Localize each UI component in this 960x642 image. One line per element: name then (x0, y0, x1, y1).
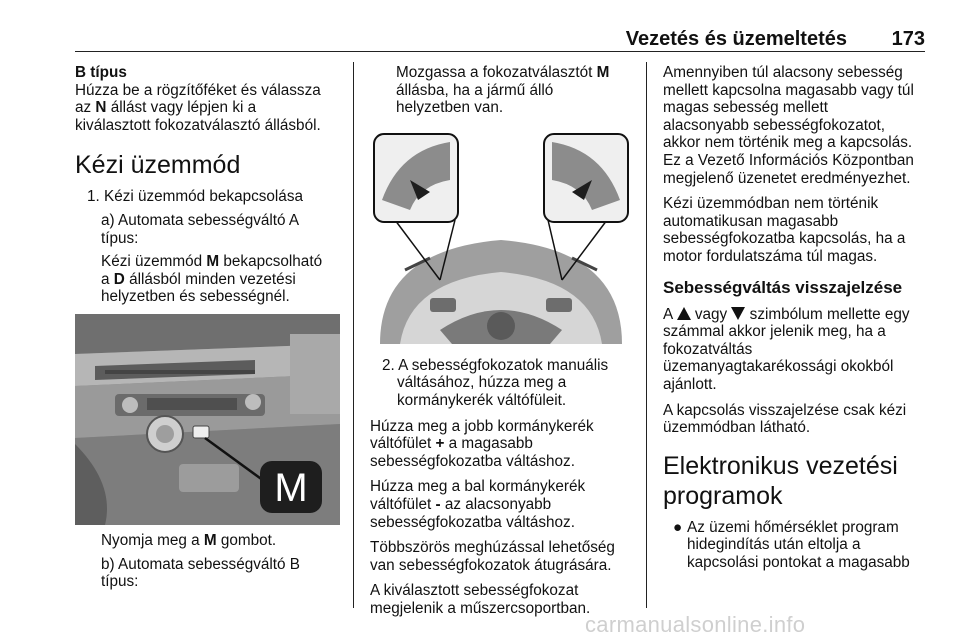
column-middle (370, 64, 638, 618)
column-left (75, 64, 343, 591)
text-line: Húzza be a rögzítőféket és válassza (75, 81, 321, 99)
type-b-heading: B típus (75, 64, 127, 81)
column-divider-2 (646, 62, 647, 608)
section-title: Vezetés és üzemeltetés (625, 28, 847, 50)
indicator-manual-only-text: A kapcsolás visszajelzése csak kézi üzemmódban látható. (663, 401, 907, 437)
selected-gear-text: A kiválasztott sebességfokozat megjelenik a műszercsoportban. (370, 582, 591, 617)
type-b-block (75, 64, 343, 134)
page-header (75, 0, 925, 52)
manual-mode-heading: Kézi üzemmód (75, 151, 241, 180)
header-rule (75, 51, 925, 52)
bullet-icon: ● (673, 518, 683, 536)
step-1b: b) Automata sebességváltó B típus: (101, 555, 300, 591)
column-right (663, 64, 933, 571)
list-item: ● Az üzemi hőmérséklet program hidegindítás után eltolja a kapcsolási pontokat a magasabb (663, 519, 933, 572)
left-paddle-text: Húzza meg a bal kormánykerék váltófület - az alacsonyabb sebességfokozatba váltáshoz. (370, 478, 586, 531)
m-button-label: M (274, 465, 308, 510)
watermark: carmanualsonline.info (585, 612, 806, 637)
triangle-down-icon (731, 307, 745, 320)
shift-prevention-text: Amennyiben túl alacsony sebesség mellett kapcsolna magasabb vagy túl magas sebesség mellett alacsonyabb sebességfokozatot, akkor nem történik meg a kapcsolás. Ez a Vezető Információs Központban megjelenő üzenetet eredményezhet. (663, 64, 914, 187)
column-divider-1 (353, 62, 354, 608)
skip-gears-text: Többszörös meghúzással lehetőség van sebességfokozatok átugrására. (370, 539, 615, 574)
step-1: 1. Kézi üzemmód bekapcsolása (87, 188, 303, 206)
text-line: kiválasztott fokozatválasztó állásból. (75, 116, 321, 134)
press-m-text: Nyomja meg a M gombot. (101, 531, 277, 549)
driving-programs-heading: Elektronikus vezetési programok (663, 451, 898, 510)
no-auto-upshift-text: Kézi üzemmódban nem történik automatikusan magasabb sebességfokozatba kapcsolás, ha a motor fordulatszáma túl magas. (663, 195, 906, 265)
right-paddle-text: Húzza meg a jobb kormánykerék váltófület + a magasabb sebességfokozatba váltáshoz. (370, 417, 594, 470)
m-mode-text: Kézi üzemmód M bekapcsolható a D állásból minden vezetési helyzetben és sebességnél. (101, 253, 323, 306)
steering-wheel-paddles-figure (370, 130, 632, 344)
text-line: az N állást vagy lépjen ki a (75, 99, 257, 117)
step-1a: a) Automata sebességváltó A típus: (101, 211, 300, 247)
shift-indicator-heading: Sebességváltás visszajelzése (663, 277, 903, 297)
dashboard-m-button-figure (75, 314, 340, 525)
page-number: 173 (891, 28, 925, 50)
triangle-up-icon (677, 307, 691, 320)
shift-indicator-text: A vagy szimbólum mellette egy számmal akkor jelenik meg, ha a fokozatváltás üzemanyagtakarékossági okokból ajánlott. (663, 305, 910, 393)
step-2: 2. A sebességfokozatok manuális váltásához, húzza meg a kormánykerék váltófüleit. (382, 356, 609, 409)
move-selector-text: Mozgassa a fokozatválasztót M állásba, ha a jármű álló helyzetben van. (396, 64, 610, 117)
